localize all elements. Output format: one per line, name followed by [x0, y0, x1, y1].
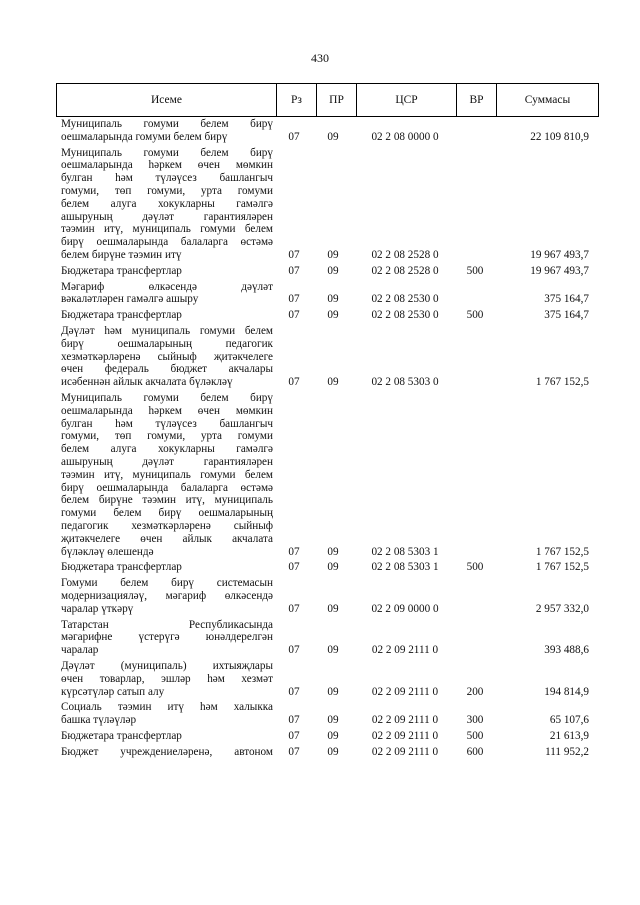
row-csr: 02 2 08 2530 0 [371, 309, 439, 322]
row-vr: 200 [466, 685, 484, 698]
row-name [61, 561, 273, 574]
row-sum: 1 767 152,5 [535, 561, 589, 574]
row-name-line: Бюджетара трансфертлар [61, 730, 182, 742]
row-sum: 375 164,7 [544, 293, 589, 306]
row-name-line: Бюджетара трансфертлар [61, 561, 182, 574]
row-csr: 02 2 08 5303 1 [371, 545, 439, 558]
row-name-line: педагогик хезмәткәрләренә сыйныф [61, 519, 273, 532]
header-name: Исеме [57, 84, 277, 116]
row-name-line: җитәкчелеге өчен айлык акчалата [61, 532, 273, 545]
row-vr: 500 [466, 730, 484, 742]
row-name-line: Бюджетара трансфертлар [61, 309, 182, 322]
row-name-line: Мәгариф өлкәсендә дәүләт [61, 280, 273, 293]
row-csr: 02 2 09 2111 0 [371, 644, 439, 657]
row-name-line: мәгарифне үстерүгә юнәлдерелгән [61, 631, 273, 644]
page-number: 430 [311, 51, 329, 65]
row-sum: 65 107,6 [549, 714, 589, 727]
header-vr: ВР [457, 84, 497, 116]
row-name-line: булган һәм түләүсез башлангыч [61, 417, 273, 430]
row-name-line: башка түләүләр [61, 714, 137, 727]
row-csr: 02 2 08 5303 0 [371, 376, 439, 389]
row-name [61, 325, 273, 389]
row-sum: 22 109 810,9 [530, 130, 589, 143]
row-csr: 02 2 09 2111 0 [371, 730, 439, 742]
row-name-line: хезмәткәрләренә сыйныф җитәкчелеге [61, 350, 273, 363]
row-pr: 09 [327, 264, 339, 277]
row-name-line: гомуми, төп гомуми, урта гомуми [61, 430, 273, 443]
row-name-line: Бюджет учреждениеләренә, автоном [61, 745, 273, 758]
row-sum: 19 967 493,7 [530, 264, 589, 277]
row-name-line: Дәүләт һәм муниципаль гомуми белем [61, 325, 273, 337]
row-rz: 07 [288, 264, 300, 277]
row-rz: 07 [288, 130, 300, 143]
row-name-line: белем бирүне тәэмин итү, муниципаль [61, 494, 273, 507]
row-name-line: ашыруның дәүләт гарантияләрен [61, 210, 273, 223]
row-name-line: ашыруның дәүләт гарантияләрен [61, 455, 273, 468]
row-pr: 09 [327, 685, 339, 698]
row-name-line: өчен товарлар, эшләр һәм хезмәт [61, 672, 273, 685]
row-name-line: Муниципаль гомуми белем бирү [61, 392, 273, 404]
row-pr: 09 [327, 130, 339, 143]
row-name-line: белем бирүне тәэмин итү [61, 248, 182, 261]
row-csr: 02 2 08 2530 0 [371, 293, 439, 306]
row-name-line: оешмаларында һәркем өчен мөмкин [61, 159, 273, 172]
row-pr: 09 [327, 602, 339, 615]
row-csr: 02 2 09 0000 0 [371, 602, 439, 615]
row-name-line: бирү оешмаларының педагогик [61, 337, 273, 350]
row-csr: 02 2 08 2528 0 [371, 264, 439, 277]
row-name-line: белем алуга хокукларны гамәлгә [61, 443, 273, 456]
row-name-line: гомуми белем бирү оешмаларының [61, 507, 273, 520]
row-name [61, 701, 273, 727]
row-name-line: булган һәм түләүсез башлангыч [61, 172, 273, 185]
header-sum: Суммасы [524, 94, 571, 106]
row-name [61, 660, 273, 698]
row-name-line: Социаль тәэмин итү һәм халыкка [61, 701, 273, 714]
table-header [56, 83, 599, 117]
row-pr: 09 [327, 293, 339, 306]
row-sum: 21 613,9 [549, 730, 589, 742]
row-vr: 500 [466, 264, 484, 277]
row-sum: 375 164,7 [544, 309, 589, 322]
row-name-line: гомуми, төп гомуми, урта гомуми [61, 184, 273, 197]
row-csr: 02 2 08 5303 1 [371, 561, 439, 574]
header-pr: ПР [317, 84, 357, 116]
row-csr: 02 2 09 2111 0 [371, 745, 439, 758]
row-name-line: оешмаларында гомуми белем бирү [61, 130, 228, 143]
row-name-line: Татарстан Республикасында [61, 618, 273, 631]
row-pr: 09 [327, 545, 339, 558]
row-name [61, 265, 273, 278]
header-csr: ЦСР [357, 84, 457, 116]
row-name-line: чаралар үткәрү [61, 602, 134, 615]
row-sum: 194 814,9 [544, 685, 589, 698]
row-vr: 300 [466, 714, 484, 727]
row-name [61, 392, 273, 558]
row-rz: 07 [288, 644, 300, 657]
row-name-line: чаралар [61, 644, 99, 657]
row-pr: 09 [327, 745, 339, 758]
row-vr: 500 [466, 309, 484, 322]
row-sum: 2 957 332,0 [535, 602, 589, 615]
row-name-line: Гомуми белем бирү системасын [61, 577, 273, 590]
row-rz: 07 [288, 248, 300, 261]
row-pr: 09 [327, 561, 339, 574]
row-name-line: Дәүләт (муниципаль) ихтыяҗлары [61, 660, 273, 672]
row-name-line: бирү оешмаларында балаларга өстәмә [61, 236, 273, 249]
row-name-line: күрсәтүләр сатып алу [61, 685, 165, 698]
row-pr: 09 [327, 248, 339, 261]
row-vr: 600 [466, 745, 484, 758]
row-sum: 393 488,6 [544, 644, 589, 657]
row-name-line: Муниципаль гомуми белем бирү [61, 118, 273, 130]
row-csr: 02 2 08 2528 0 [371, 248, 439, 261]
row-rz: 07 [288, 293, 300, 306]
row-name-line: Бюджетара трансфертлар [61, 264, 182, 277]
row-rz: 07 [288, 561, 300, 574]
row-rz: 07 [288, 376, 300, 389]
row-name-line: вәкаләтләрен гамәлгә ашыру [61, 293, 199, 306]
row-name-line: модернизацияләү, мәгариф өлкәсендә [61, 589, 273, 602]
row-rz: 07 [288, 685, 300, 698]
row-name [61, 118, 273, 144]
row-pr: 09 [327, 376, 339, 389]
row-name [61, 730, 273, 743]
row-name [61, 577, 273, 615]
row-name-line: өчен федераль бюджет акчалары [61, 363, 273, 376]
row-pr: 09 [327, 730, 339, 742]
row-name [61, 281, 273, 307]
row-name [61, 309, 273, 322]
row-vr: 500 [466, 561, 484, 574]
row-rz: 07 [288, 602, 300, 615]
row-csr: 02 2 09 2111 0 [371, 714, 439, 727]
row-csr: 02 2 08 0000 0 [371, 130, 439, 143]
row-rz: 07 [288, 545, 300, 558]
row-name [61, 746, 273, 759]
row-name-line: оешмаларында һәркем өчен мөмкин [61, 404, 273, 417]
row-rz: 07 [288, 309, 300, 322]
row-rz: 07 [288, 730, 300, 742]
row-pr: 09 [327, 309, 339, 322]
row-sum: 19 967 493,7 [530, 248, 589, 261]
row-name-line: белем алуга хокукларны гамәлгә [61, 197, 273, 210]
row-name [61, 147, 273, 262]
row-name-line: тәэмин итү, муниципаль гомуми белем [61, 468, 273, 481]
row-pr: 09 [327, 714, 339, 727]
row-name-line: бирү оешмаларында балаларга өстәмә [61, 481, 273, 494]
row-name-line: исәбеннән айлык акчалата бүләкләү [61, 376, 233, 389]
row-sum: 111 952,2 [545, 745, 589, 758]
row-rz: 07 [288, 745, 300, 758]
row-name-line: бүләкләү өлешендә [61, 545, 154, 558]
row-name [61, 619, 273, 657]
row-csr: 02 2 09 2111 0 [371, 685, 439, 698]
row-rz: 07 [288, 714, 300, 727]
row-sum: 1 767 152,5 [535, 545, 589, 558]
row-sum: 1 767 152,5 [535, 376, 589, 389]
row-pr: 09 [327, 644, 339, 657]
row-name-line: тәэмин итү, муниципаль гомуми белем [61, 223, 273, 236]
row-name-line: Муниципаль гомуми белем бирү [61, 146, 273, 159]
header-rz: Рз [277, 84, 317, 116]
